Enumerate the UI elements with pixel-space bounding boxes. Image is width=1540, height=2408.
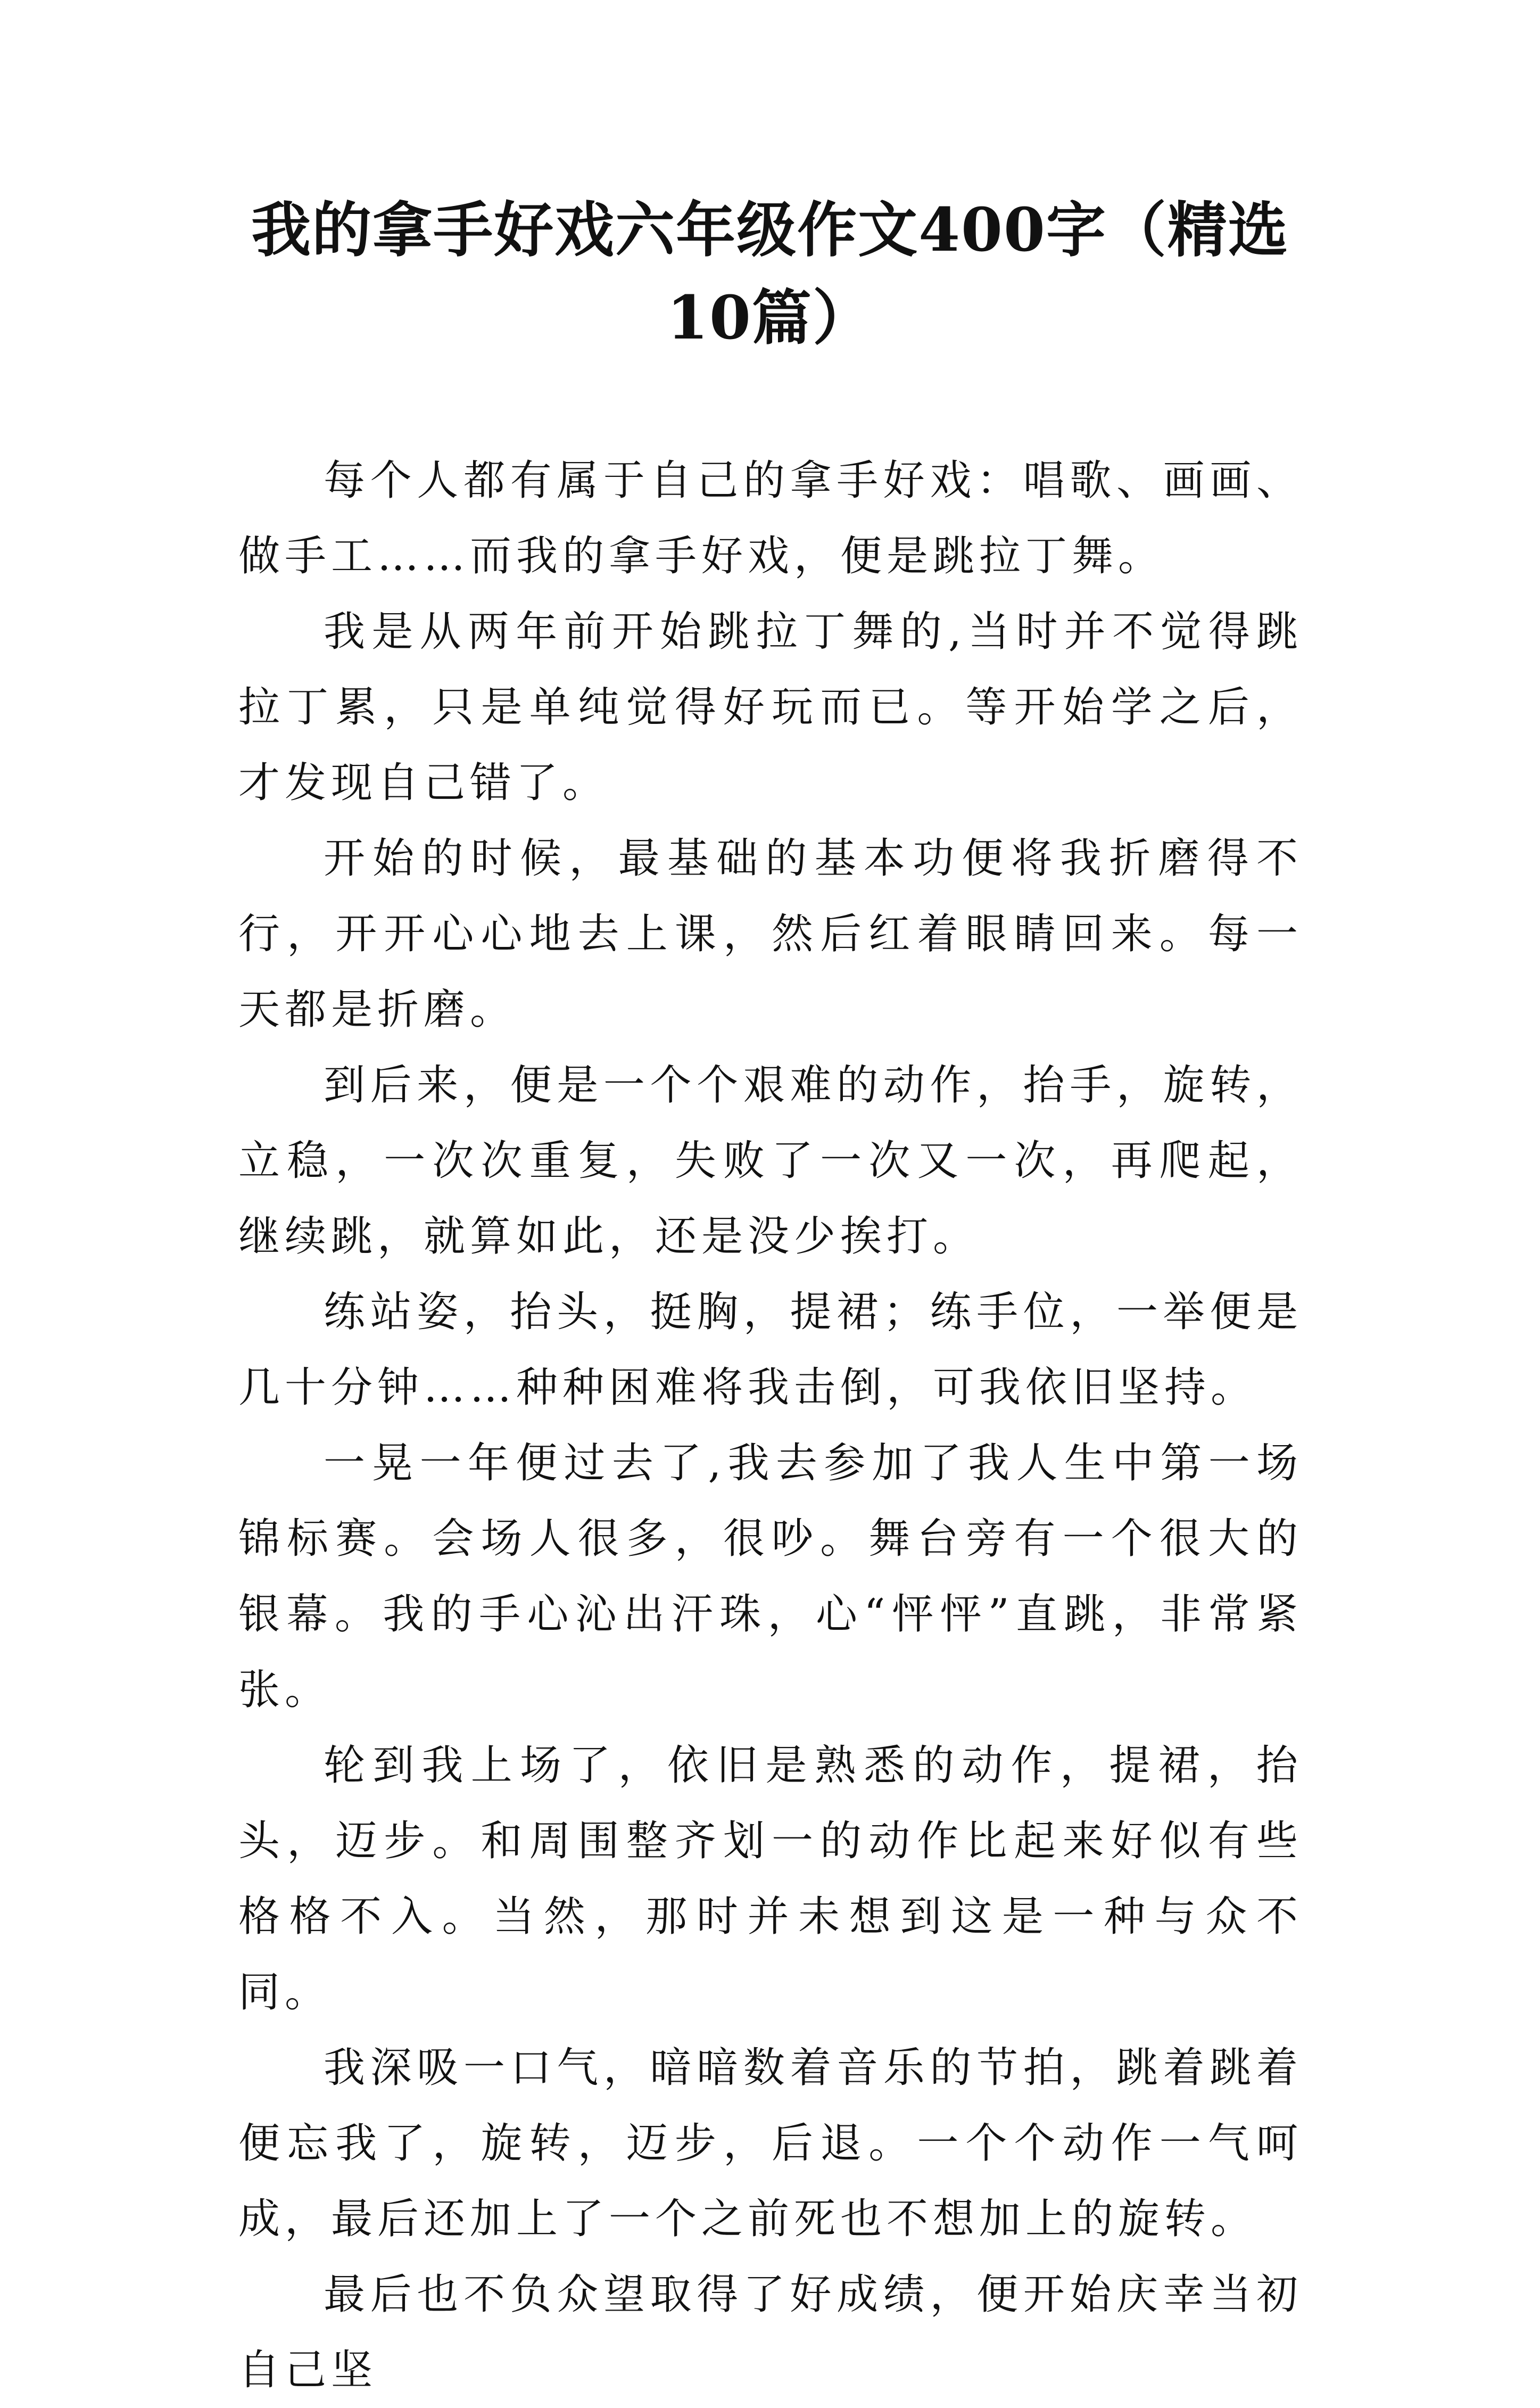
paragraph-1: 每个人都有属于自己的拿手好戏：唱歌、画画、做手工……而我的拿手好戏，便是跳拉丁舞。 <box>238 457 1303 580</box>
paragraph-6: 一晃一年便过去了,我去参加了我人生中第一场锦标赛。会场人很多，很吵。舞台旁有一个很大的银幕。我的手心沁出汗珠，心“怦怦”直跳，非常紧张。 <box>238 1439 1303 1714</box>
paragraph-4: 到后来，便是一个个艰难的动作，抬手，旋转，立稳，一次次重复，失败了一次又一次，再爬起，继续跳，就算如此，还是没少挨打。 <box>238 1061 1303 1260</box>
paragraph-7: 轮到我上场了，依旧是熟悉的动作，提裙，抬头，迈步。和周围整齐划一的动作比起来好似有些格格不入。当然，那时并未想到这是一种与众不同。 <box>238 1742 1303 2016</box>
paragraph-8: 我深吸一口气，暗暗数着音乐的节拍，跳着跳着便忘我了，旋转，迈步，后退。一个个动作一气呵成，最后还加上了一个之前死也不想加上的旋转。 <box>238 2044 1303 2243</box>
paragraph-2: 我是从两年前开始跳拉丁舞的,当时并不觉得跳拉丁累，只是单纯觉得好玩而已。等开始学之后，才发现自己错了。 <box>238 608 1303 807</box>
document-body <box>238 443 1303 2408</box>
paragraph-3: 开始的时候，最基础的基本功便将我折磨得不行，开开心心地去上课，然后红着眼睛回来。每一天都是折磨。 <box>238 835 1303 1034</box>
paragraph-9: 最后也不负众望取得了好成绩，便开始庆幸当初自己坚 <box>238 2271 1303 2394</box>
document-title: 我的拿手好戏六年级作文400字（精选10篇） <box>251 195 1289 353</box>
paragraph-5: 练站姿，抬头，挺胸，提裙；练手位，一举便是几十分钟……种种困难将我击倒，可我依旧坚持。 <box>238 1288 1303 1412</box>
